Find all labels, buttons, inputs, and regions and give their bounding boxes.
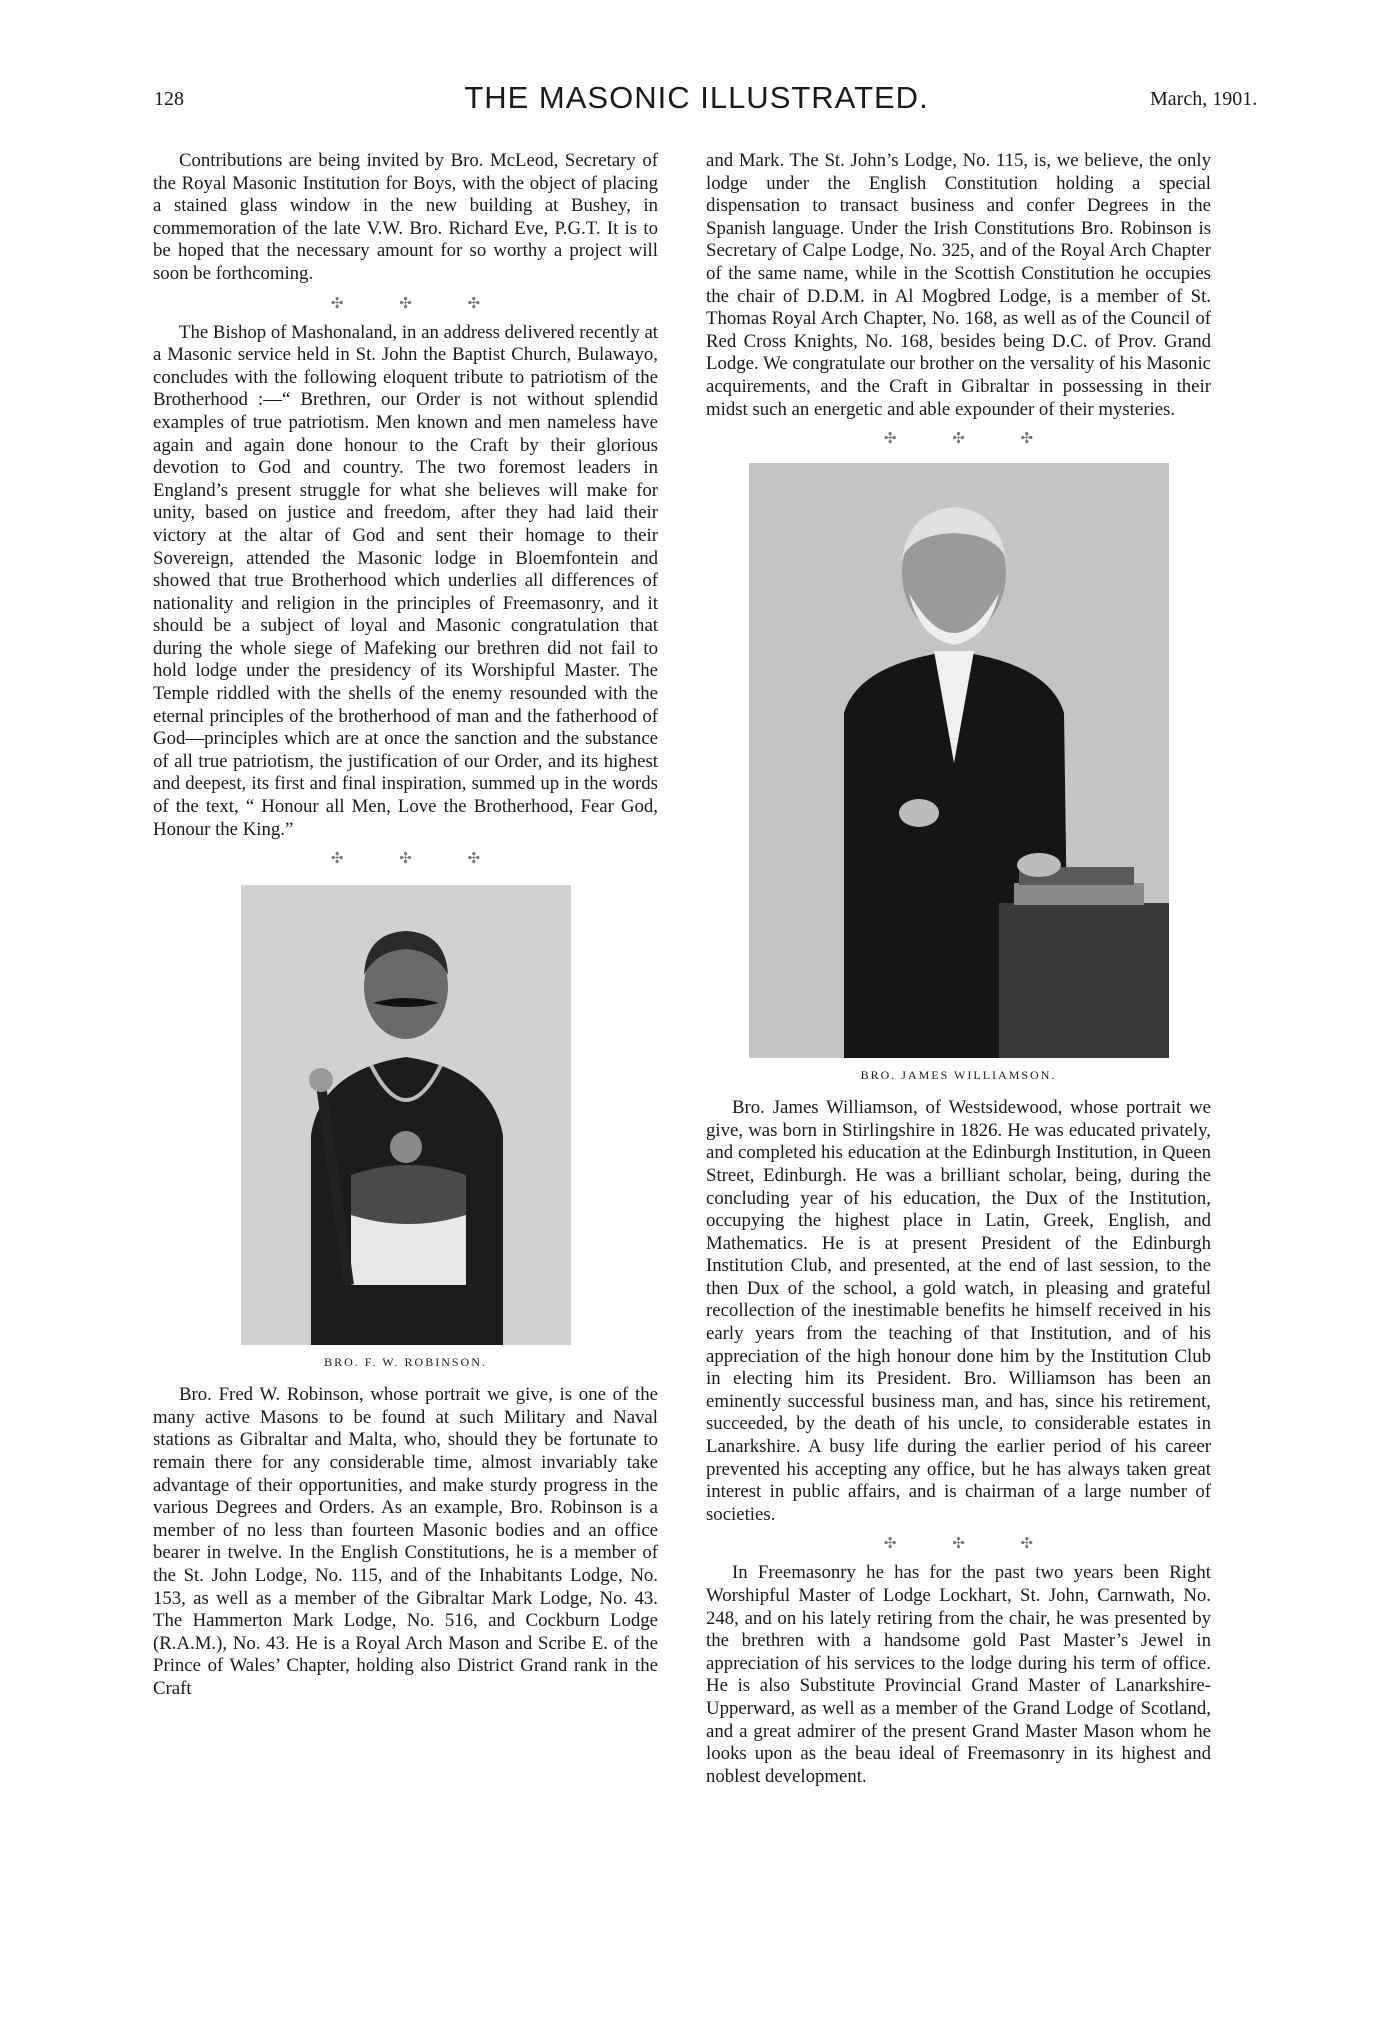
right-column xyxy=(706,150,1211,1788)
williamson-portrait-image xyxy=(749,463,1169,1058)
section-ornament: ✣ ✣ ✣ xyxy=(330,851,507,868)
williamson-paragraph-2: In Freemasonry he has for the past two years been Right Worshipful Master of Lodge Lockhart, St. John, Carnwath, No. 248, and on his lately retiring from the chair, he was presented by the brethren with a handsome gold Past Master’s Jewel in appreciation of his services to the lodge during his term of office. He is also Substitute Provincial Grand Master of Lanarkshire-Upperward, as well as a member of the Grand Lodge of Scotland, and a great admirer of the present Grand Master Mason whom he looks upon as the beau ideal of Freemasonry in its highest and noblest development. xyxy=(706,1562,1211,1787)
masthead-title: THE MASONIC ILLUSTRATED. xyxy=(464,80,929,115)
left-column xyxy=(153,150,658,1701)
robinson-portrait xyxy=(241,885,571,1345)
section-ornament: ✣ ✣ ✣ xyxy=(883,431,1060,448)
section-ornament: ✣ ✣ ✣ xyxy=(330,295,507,312)
page-header xyxy=(0,80,1393,116)
williamson-paragraph-1: Bro. James Williamson, of Westsidewood, whose portrait we give, was born in Stirlingshire in 1826. He was educated privately, and completed his education at the Edinburgh Institution, in Queen Street, Edinburgh. He was a brilliant scholar, being, during the concluding year of his education, the Dux of the Institution, occupying the highest place in Latin, Greek, English, and Mathematics. He is at present President of the Edinburgh Institution Club, and presented, at the end of last session, to the then Dux of the school, a gold watch, in pleasing and grateful recollection of the inestimable benefits he himself received in his early years from the teaching of that Institution, and of his appreciation of the high honour done him by the Institution Club in electing him its President. Bro. Williamson has been an eminently successful business man, and has, since his retirement, succeeded, by the death of his uncle, to considerable estates in Lanarkshire. A busy life during the earlier period of his career prevented his accepting any office, but he has always taken great interest in public affairs, and is chairman of a large number of societies. xyxy=(706,1097,1211,1525)
williamson-portrait xyxy=(749,463,1169,1058)
section-ornament: ✣ ✣ ✣ xyxy=(883,1536,1060,1553)
williamson-caption: BRO. JAMES WILLIAMSON. xyxy=(860,1068,1057,1083)
robinson-continuation-paragraph: and Mark. The St. John’s Lodge, No. 115, is, we believe, the only lodge under the English Constitution holding a special dispensation to transact business and confer Degrees in the Spanish language. Under the Irish Constitutions Bro. Robinson is Secretary of Calpe Lodge, No. 325, and of the Royal Arch Chapter of the same name, while in the Scottish Constitution he occupies the chair of D.D.M. in Al Mogbred Lodge, is a member of St. Thomas Royal Arch Chapter, No. 168, as well as of the Council of Red Cross Knights, No. 168, besides being D.C. of Prov. Grand Lodge. We congratulate our brother on the versality of his Masonic acquirements, and the Craft in Gibraltar in possessing in their midst such an energetic and able expounder of their mysteries. xyxy=(706,150,1211,420)
stained-glass-paragraph: Contributions are being invited by Bro. McLeod, Secretary of the Royal Masonic Institution for Boys, with the object of placing a stained glass window in the new building at Bushey, in commemoration of the late V.W. Bro. Richard Eve, P.G.T. It is to be hoped that the necessary amount for so worthy a project will soon be forthcoming. xyxy=(153,150,658,284)
issue-date: March, 1901. xyxy=(1150,88,1258,110)
robinson-paragraph: Bro. Fred W. Robinson, whose portrait we give, is one of the many active Masons to be found at such Military and Naval stations as Gibraltar and Malta, who, should they be fortunate to remain there for any considerable time, almost invariably take advantage of their opportunities, and make sturdy progress in the various Degrees and Orders. As an example, Bro. Robinson is a member of no less than fourteen Masonic bodies and an office bearer in twelve. In the English Constitutions, he is a member of the St. John Lodge, No. 115, and of the Inhabitants Lodge, No. 153, as well as a member of the Gibraltar Mark Lodge, No. 43. The Hammerton Mark Lodge, No. 516, and Cockburn Lodge (R.A.M.), No. 43. He is a Royal Arch Mason and Scribe E. of the Prince of Wales’ Chapter, holding also District Grand rank in the Craft xyxy=(153,1384,658,1699)
bishop-address-paragraph: The Bishop of Mashonaland, in an address delivered recently at a Masonic service held in St. John the Baptist Church, Bulawayo, concludes with the following eloquent tribute to patriotism of the Brotherhood :—“ Brethren, our Order is not without splendid examples of true patriotism. Men known and men nameless have again and again done honour to the Craft by their glorious devotion to God and country. The two foremost leaders in England’s present struggle for what she believes will make for unity, based on justice and freedom, after they had laid their victory at the altar of God and sent their homage to their Sovereign, attended the Masonic lodge in Bloemfontein and showed that true Brotherhood which underlies all differences of nationality and religion in the principles of Freemasonry, and it should be a subject of loyal and Masonic congratulation that during the whole siege of Mafeking our brethren did not fail to hold lodge under the presidency of its Worshipful Master. The Temple riddled with the shells of the enemy resounded with the eternal principles of the brotherhood of man and the fatherhood of God—principles which are at once the sanction and the substance of all true patriotism, the justification of our Order, and its highest and deepest, its first and final inspiration, summed up in the words of the text, “ Honour all Men, Love the Brotherhood, Fear God, Honour the King.” xyxy=(153,321,658,840)
robinson-portrait-image xyxy=(241,885,571,1345)
page-number: 128 xyxy=(154,88,184,110)
robinson-caption: BRO. F. W. ROBINSON. xyxy=(324,1355,487,1370)
